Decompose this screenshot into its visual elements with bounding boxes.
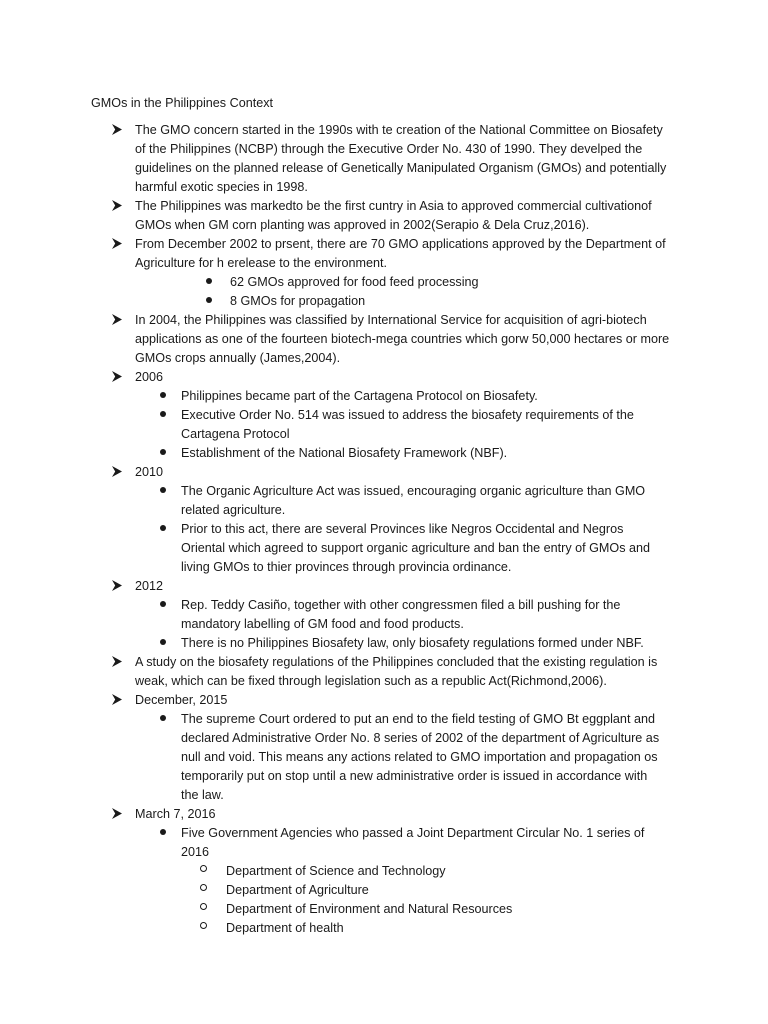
list-item-text: The GMO concern started in the 1990s with te creation of the National Committee on Biosafety of the Philippines (NCBP) through the Executive Order No. 430 of 1990. They develped the guidelines on the planned release of Genetically Manipulated Organism (GMOs) and potentially harmful exotic species in 1998. [135,123,667,194]
bullet-dot-icon [206,273,212,292]
list-item-text: March 7, 2016 [135,807,216,821]
list-item-text: Philippines became part of the Cartagena Protocol on Biosafety. [181,389,538,403]
arrow-list-item [0,463,675,482]
arrow-list-item [0,691,675,710]
list-item-text: Department of Agriculture [226,883,369,897]
circle-bullet-icon [200,862,207,881]
list-item-text: From December 2002 to prsent, there are 70 GMO applications approved by the Department of Agriculture for h erelease to the environment. [135,237,666,270]
bullet-dot-icon [206,292,212,311]
circle-bullet-icon [200,881,207,900]
arrow-list-item [0,235,675,273]
circle-bullet-icon [200,900,207,919]
list-item-text: Department of Environment and Natural Resources [226,902,513,916]
circle-list-item [0,862,666,881]
bullet-list-item [0,292,670,311]
list-item-text: Executive Order No. 514 was issued to address the biosafety requirements of the Cartagena Protocol [181,408,634,441]
arrow-bullet-icon [110,368,123,387]
list-item-text: A study on the biosafety regulations of the Philippines concluded that the existing regulation is weak, which can be fixed through legislation such as a republic Act(Richmond,2006). [135,655,658,688]
bullet-dot-icon [160,824,166,843]
list-item-text: 62 GMOs approved for food feed processing [230,275,479,289]
bullet-list-item [0,824,661,862]
arrow-bullet-icon [110,311,123,330]
arrow-bullet-icon [110,235,123,254]
bullet-dot-icon [160,444,166,463]
list-item-text: Prior to this act, there are several Provinces like Negros Occidental and Negros Oriental which agreed to support organic agriculture and ban the entry of GMOs and living GMOs to thier provinces through provincia ordinance. [181,522,651,574]
list-item-text: December, 2015 [135,693,228,707]
bullet-list-item [0,482,661,520]
list-item-text: Five Government Agencies who passed a Joint Department Circular No. 1 series of 2016 [181,826,645,859]
list-item-text: The Philippines was markedto be the first cuntry in Asia to approved commercial cultivationof GMOs when GM corn planting was approved in 2002(Serapio & Dela Cruz,2016). [135,199,652,232]
arrow-list-item [0,653,675,691]
list-item-text: Department of Science and Technology [226,864,446,878]
circle-bullet-icon [200,919,207,938]
arrow-bullet-icon [110,577,123,596]
arrow-bullet-icon [110,121,123,140]
circle-list-item [0,900,666,919]
bullet-dot-icon [160,634,166,653]
list-item-text: 8 GMOs for propagation [230,294,366,308]
bullet-list-item [0,634,661,653]
arrow-bullet-icon [110,691,123,710]
list-item-text: 2010 [135,465,164,479]
bullet-dot-icon [160,596,166,615]
list-item-text: In 2004, the Philippines was classified by International Service for acquisition of agri-biotech applications as one of the fourteen biotech-mega countries which gorw 50,000 hectares or more GMOs crops annually (James,2004). [135,313,670,365]
bullet-list-item [0,596,661,634]
bullet-dot-icon [160,482,166,501]
arrow-list-item [0,368,675,387]
list-item-text: The supreme Court ordered to put an end to the field testing of GMO Bt eggplant and declared Administrative Order No. 8 series of 2002 of the department of Agriculture as null and void. This means any actions related to GMO importation and propagation os temporarily put on stop until a new administrative order is issued in accordance with the law. [181,712,660,802]
arrow-list-item [0,577,675,596]
arrow-list-item [0,311,675,368]
arrow-list-item [0,197,675,235]
list-item-text: 2012 [135,579,164,593]
bullet-list-item [0,273,670,292]
document-title: GMOs in the Philippines Context [91,96,273,110]
list-item-text: There is no Philippines Biosafety law, only biosafety regulations formed under NBF. [181,636,644,650]
arrow-bullet-icon [110,653,123,672]
outline-list [0,121,768,938]
arrow-list-item [0,805,675,824]
arrow-bullet-icon [110,463,123,482]
arrow-bullet-icon [110,197,123,216]
list-item-text: The Organic Agriculture Act was issued, encouraging organic agriculture than GMO related agriculture. [181,484,646,517]
list-item-text: 2006 [135,370,164,384]
bullet-dot-icon [160,387,166,406]
bullet-list-item [0,710,661,805]
bullet-list-item [0,406,661,444]
list-item-text: Rep. Teddy Casiño, together with other congressmen filed a bill pushing for the mandatory labelling of GM food and food products. [181,598,621,631]
bullet-dot-icon [160,520,166,539]
circle-list-item [0,919,666,938]
bullet-list-item [0,444,661,463]
bullet-list-item [0,520,661,577]
circle-list-item [0,881,666,900]
list-item-text: Department of health [226,921,344,935]
bullet-dot-icon [160,406,166,425]
bullet-list-item [0,387,661,406]
list-item-text: Establishment of the National Biosafety Framework (NBF). [181,446,508,460]
arrow-list-item [0,121,675,197]
bullet-dot-icon [160,710,166,729]
arrow-bullet-icon [110,805,123,824]
